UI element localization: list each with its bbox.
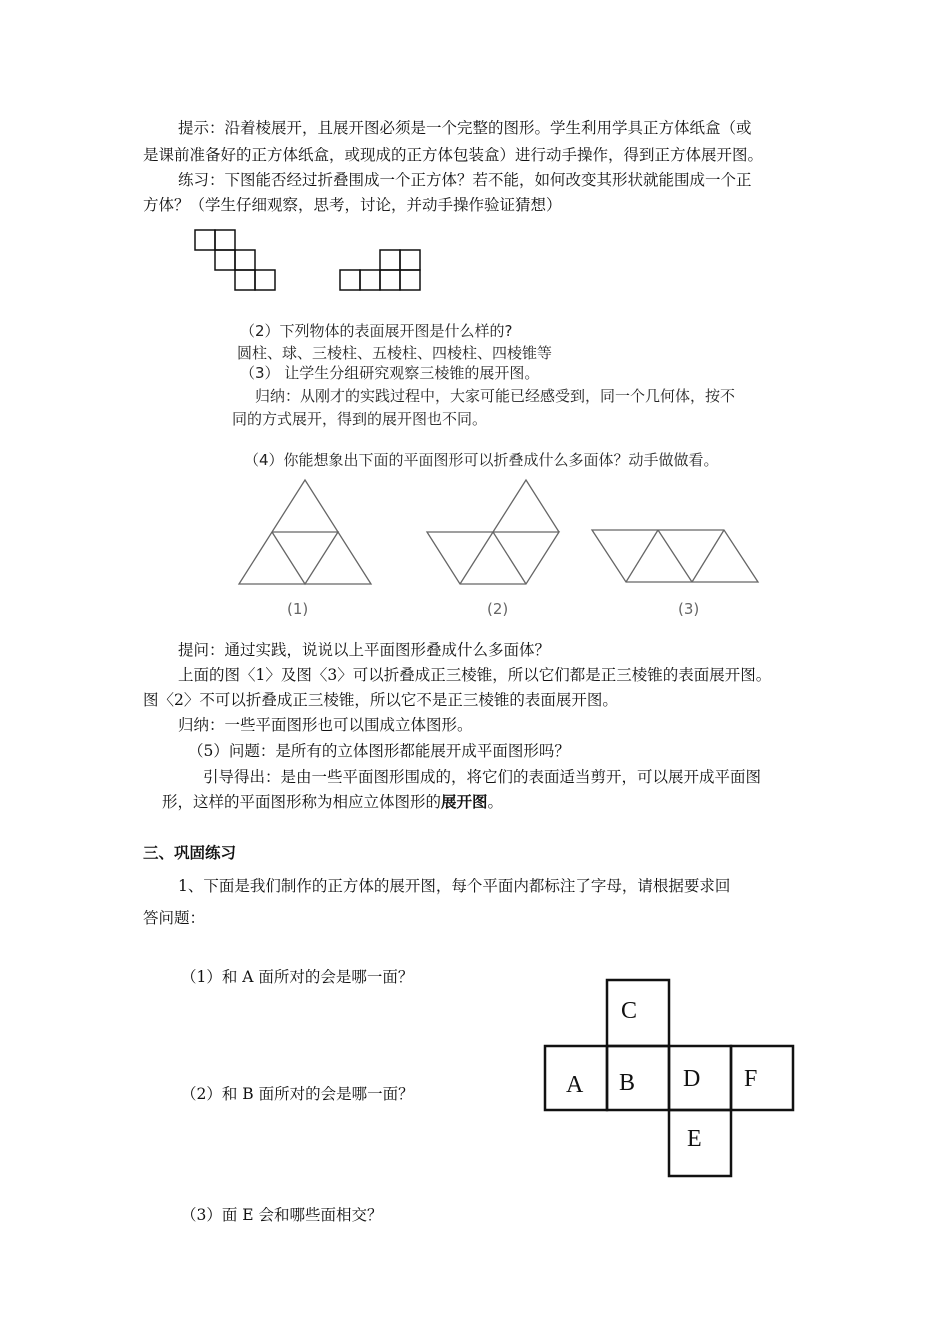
face-letter-c: C <box>621 998 638 1024</box>
face-f <box>731 1046 793 1110</box>
question-4: （4）你能想象出下面的平面图形可以折叠成什么多面体？动手做做看。 <box>244 451 719 469</box>
discussion-summary: 归纳：一些平面图形也可以围成立体图形。 <box>178 716 473 734</box>
face-letter-d: D <box>683 1066 701 1092</box>
ask-question: 提问：通过实践，说说以上平面图形叠成什么多面体？ <box>178 641 551 659</box>
face-c <box>607 980 669 1046</box>
term-unfolded-figure: 展开图 <box>441 792 488 811</box>
cube-net-figure-left <box>195 230 280 292</box>
figure-label-3: (3) <box>678 600 700 618</box>
lettered-cube-net <box>543 978 798 1180</box>
triangle-net-2 <box>425 478 565 586</box>
answer-line-2: 图〈2〉不可以折叠成正三棱锥，所以它不是正三棱锥的表面展开图。 <box>143 691 618 709</box>
figure-label-1: (1) <box>287 600 309 618</box>
practice-line-1: 练习：下图能否经过折叠围成一个正方体？若不能，如何改变其形状就能围成一个正 <box>178 171 752 189</box>
face-letter-a: A <box>566 1072 584 1098</box>
face-letter-e: E <box>687 1126 702 1152</box>
summary-line-2: 同的方式展开，得到的展开图也不同。 <box>232 410 488 428</box>
exercise-question-2: （2）和 B 面所对的会是哪一面？ <box>181 1085 414 1103</box>
question-5: （5）问题：是所有的立体图形都能展开成平面图形吗？ <box>188 742 570 760</box>
task-line-1: 1、下面是我们制作的正方体的展开图，每个平面内都标注了字母，请根据要求回 <box>178 877 731 895</box>
hint-line-1: 提示：沿着棱展开，且展开图必须是一个完整的图形。学生利用学具正方体纸盒（或 <box>178 119 752 137</box>
conclusion-end: 。 <box>487 793 504 811</box>
conclusion-line-1: 引导得出：是由一些平面图形围成的，将它们的表面适当剪开，可以展开成平面图 <box>203 768 762 786</box>
face-letter-b: B <box>619 1070 636 1096</box>
question-2-items: 圆柱、球、三棱柱、五棱柱、四棱柱、四棱锥等 <box>237 344 553 362</box>
conclusion-text: 形，这样的平面图形称为相应立体图形的 <box>162 793 442 811</box>
figure-label-2: (2) <box>487 600 509 618</box>
summary-line-1: 归纳：从刚才的实践过程中，大家可能已经感受到，同一个几何体，按不 <box>255 387 736 405</box>
cube-net-figure-right <box>340 250 425 292</box>
question-2: （2）下列物体的表面展开图是什么样的? <box>240 322 513 340</box>
triangle-net-3 <box>590 528 762 586</box>
conclusion-line-2 <box>162 792 503 812</box>
answer-line-1: 上面的图〈1〉及图〈3〉可以折叠成正三棱锥，所以它们都是正三棱锥的表面展开图。 <box>178 666 772 684</box>
question-3: （3） 让学生分组研究观察三棱锥的展开图。 <box>240 364 540 382</box>
hint-line-2: 是课前准备好的正方体纸盒，或现成的正方体包装盒）进行动手操作，得到正方体展开图。 <box>143 146 764 164</box>
exercise-question-3: （3）面 E 会和哪些面相交？ <box>181 1206 383 1224</box>
face-letter-f: F <box>744 1066 758 1092</box>
exercise-question-1: （1）和 A 面所对的会是哪一面？ <box>181 968 414 986</box>
face-b <box>607 1046 669 1110</box>
task-line-2: 答问题： <box>143 909 206 927</box>
triangle-net-1 <box>235 478 375 586</box>
practice-line-2: 方体？（学生仔细观察，思考，讨论，并动手操作验证猜想） <box>143 196 562 214</box>
section-heading: 三、巩固练习 <box>143 843 237 862</box>
